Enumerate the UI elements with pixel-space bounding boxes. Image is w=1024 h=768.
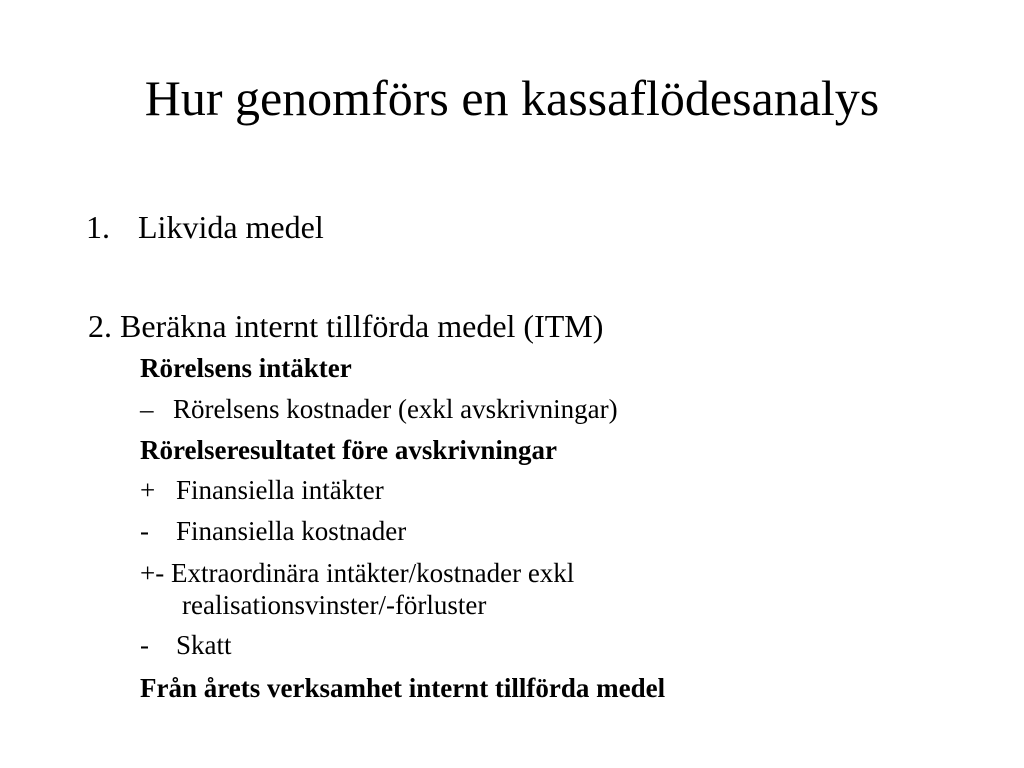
sub-item-text: Skatt — [176, 630, 232, 660]
sub-item-extraordinary — [140, 557, 574, 589]
sub-item-extraordinary-continuation: realisationsvinster/-förluster — [182, 590, 487, 620]
list-item-2-number: 2. — [88, 308, 112, 344]
sub-item-operating-costs — [140, 393, 618, 425]
minus-mark: - — [140, 630, 149, 660]
list-item-1-text: Likvida medel — [138, 209, 324, 245]
sub-item-text: Rörelsens kostnader (exkl avskrivningar) — [173, 394, 618, 424]
list-item-2-text: Beräkna internt tillförda medel (ITM) — [120, 308, 604, 344]
sub-item-tax — [140, 629, 232, 661]
sub-item-operating-result — [140, 434, 557, 466]
sub-item-text: Rörelseresultatet före avskrivningar — [140, 435, 557, 465]
sub-item-total-itm — [140, 672, 665, 704]
sub-item-financial-costs — [140, 515, 406, 547]
minus-mark: – — [140, 394, 154, 424]
sub-item-financial-income — [140, 474, 384, 506]
sub-item-text: Extraordinära intäkter/kostnader exkl — [170, 558, 575, 588]
sub-item-operating-income — [140, 352, 352, 384]
plus-mark: + — [140, 475, 156, 505]
sub-item-text: Finansiella kostnader — [176, 516, 407, 546]
list-item-1 — [86, 208, 324, 246]
sub-item-text: Rörelsens intäkter — [140, 353, 352, 383]
list-item-1-number: 1. — [86, 209, 110, 245]
sub-item-text: Finansiella intäkter — [176, 475, 384, 505]
list-item-2 — [88, 307, 603, 345]
slide-title: Hur genomförs en kassaflödesanalys — [144, 70, 880, 126]
plus-minus-mark: +- — [140, 558, 165, 588]
minus-mark: - — [140, 516, 149, 546]
sub-item-text: Från årets verksamhet internt tillförda medel — [140, 673, 666, 703]
